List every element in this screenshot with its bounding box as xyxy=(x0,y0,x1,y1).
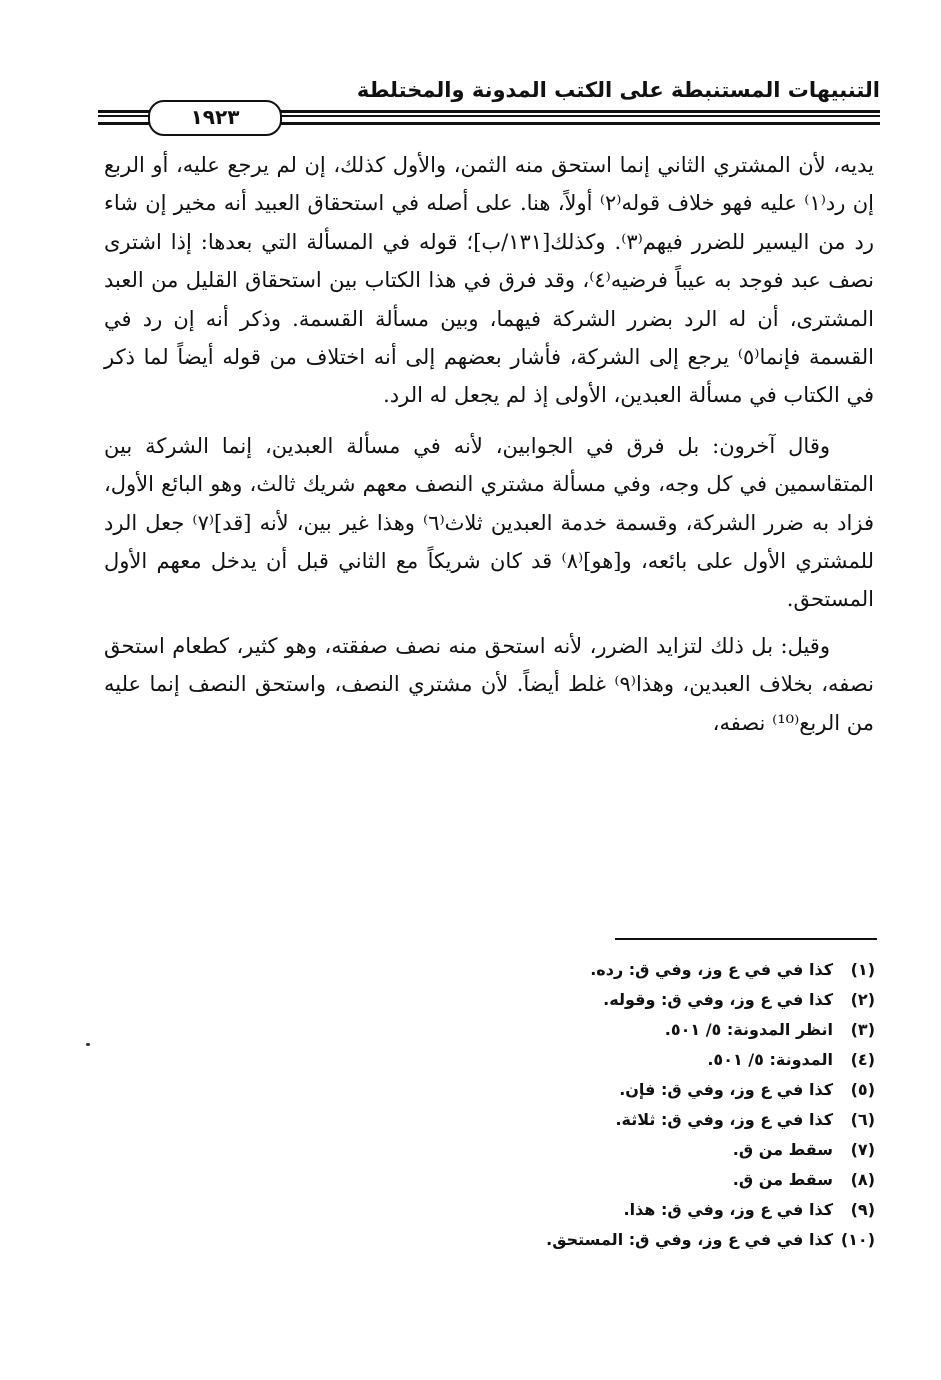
footnote-text: كذا في ع وز، وفي ق: فإن. xyxy=(619,1080,833,1099)
footnote-text: كذا في في ع وز، وفي ق: رده. xyxy=(590,960,833,979)
footnote-number: (٨) xyxy=(850,1170,875,1189)
footnote-separator xyxy=(615,938,877,940)
footnote-text: كذا في في ع وز، وفي ق: المستحق. xyxy=(546,1230,833,1249)
footnote-text: كذا في ع وز، وفي ق: ثلاثة. xyxy=(615,1110,833,1129)
footnote-text: المدونة: ٥/ ٥٠١. xyxy=(707,1050,833,1069)
footnote-item xyxy=(275,1165,875,1195)
footnote-number: (٩) xyxy=(850,1200,875,1219)
footnote-item xyxy=(275,1225,875,1255)
footnote-number: (٣) xyxy=(850,1020,875,1039)
footnote-number: (١) xyxy=(850,960,875,979)
footnote-item xyxy=(275,955,875,985)
footnote-number: (٥) xyxy=(850,1080,875,1099)
footnote-number: (٢) xyxy=(850,990,875,1009)
footnotes xyxy=(275,955,875,1255)
main-text xyxy=(104,146,874,742)
footnote-text: انظر المدونة: ٥/ ٥٠١. xyxy=(664,1020,833,1039)
footnote-number: (٤) xyxy=(850,1050,875,1069)
footnote-number: (٦) xyxy=(850,1110,875,1129)
footnote-item xyxy=(275,1015,875,1045)
footnote-text: كذا في ع وز، وفي ق: وقوله. xyxy=(603,990,833,1009)
footnote-number: (٧) xyxy=(850,1140,875,1159)
paragraph-1: يديه، لأن المشتري الثاني إنما استحق منه الثمن، والأول كذلك، إن لم يرجع عليه، أو الربع إن رد⁽١⁾ عليه فهو خلاف قوله⁽٢⁾ أولاً، هنا. على أصله في استحقاق العبيد أنه مخير إن شاء رد من اليسير للضرر فيهم⁽٣⁾. وكذلك[١٣١/ب]؛ قوله في المسألة التي بعدها: إذا اشترى نصف عبد فوجد به عيباً فرضيه⁽٤⁾، وقد فرق في هذا الكتاب بين استحقاق القليل من العبد المشترى، أن له الرد بضرر الشركة فيهما، وبين مسألة القسمة. وذكر أنه إن رد في القسمة فإنما⁽٥⁾ يرجع إلى الشركة، فأشار بعضهم إلى أنه اختلاف من قوله أيضاً لما ذكر في الكتاب في مسألة العبدين، الأولى إذ لم يجعل له الرد. xyxy=(104,153,874,408)
paragraph-2: وقال آخرون: بل فرق في الجوابين، لأنه في مسألة العبدين، إنما الشركة بين المتقاسمين في كل وجه، وفي مسألة مشتري النصف معهم شريك ثالث، وهو البائع الأول، فزاد به ضرر الشركة، وقسمة خدمة العبدين ثلاث⁽٦⁾ وهذا غير بين، لأنه [قد]⁽٧⁾ جعل الرد للمشتري الأول على بائعه، و[هو]⁽٨⁾ قد كان شريكاً مع الثاني قبل أن يدخل معهم الأول المستحق. xyxy=(104,433,874,612)
footnote-text: سقط من ق. xyxy=(732,1170,833,1189)
page-header xyxy=(98,78,880,138)
paragraph-3: وقيل: بل ذلك لتزايد الضرر، لأنه استحق منه نصف صفقته، وهو كثير، كطعام استحق نصفه، بخلاف العبدين، وهذا⁽٩⁾ غلط أيضاً. لأن مشتري النصف، واستحق النصف إنما عليه من الربع⁽¹⁰⁾ نصفه، xyxy=(104,633,874,735)
footnote-item xyxy=(275,1105,875,1135)
footnote-item xyxy=(275,985,875,1015)
page-number: ١٩٢٣ xyxy=(148,100,282,136)
footnote-item xyxy=(275,1195,875,1225)
scan-speck xyxy=(86,1043,90,1046)
footnote-item xyxy=(275,1135,875,1165)
footnote-number: (١٠) xyxy=(840,1230,875,1249)
footnote-text: كذا في ع وز، وفي ق: هذا. xyxy=(623,1200,833,1219)
footnote-item xyxy=(275,1075,875,1105)
running-title: التنبيهات المستنبطة على الكتب المدونة والمختلطة xyxy=(356,78,880,102)
footnote-item xyxy=(275,1045,875,1075)
footnote-text: سقط من ق. xyxy=(732,1140,833,1159)
